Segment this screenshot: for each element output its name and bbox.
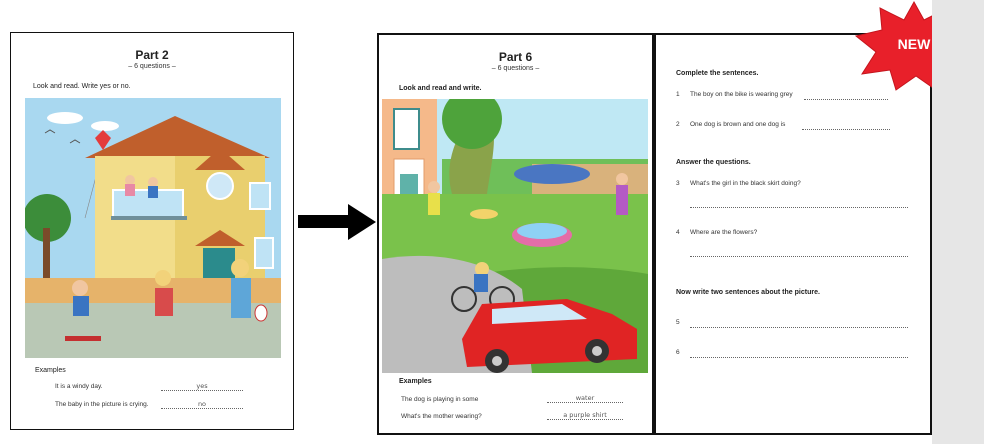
part6-example-2-answer: a purple shirt: [547, 411, 623, 420]
part2-example-1-answer: yes: [161, 382, 243, 391]
q2-text: One dog is brown and one dog is: [690, 121, 786, 128]
part6-subtitle: – 6 questions –: [491, 65, 540, 72]
q3-text: What's the girl in the black skirt doing?: [690, 180, 801, 187]
part6-example-1-answer: water: [547, 394, 623, 403]
q1-answer-line[interactable]: [804, 99, 888, 100]
answer-heading: Answer the questions.: [676, 159, 751, 166]
q6-number: 6: [676, 349, 680, 356]
questions-page: [654, 33, 932, 435]
q4-text: Where are the flowers?: [690, 229, 758, 236]
q1-text: The boy on the bike is wearing grey: [690, 91, 793, 98]
q6-answer-line[interactable]: [690, 357, 908, 358]
new-badge-label: NEW: [897, 36, 931, 52]
q3-number: 3: [676, 180, 680, 187]
grey-sidebar: [932, 0, 984, 444]
part2-instruction: Look and read. Write yes or no.: [33, 83, 131, 90]
part6-illustration: [382, 99, 648, 373]
part2-example-2-question: The baby in the picture is crying.: [55, 401, 149, 408]
part6-example-2-question: What's the mother wearing?: [401, 413, 482, 420]
q5-answer-line[interactable]: [690, 327, 908, 328]
part6-examples-label: Examples: [399, 378, 432, 385]
part2-illustration: [25, 98, 281, 358]
arrow-right-icon: [298, 204, 376, 240]
q5-number: 5: [676, 319, 680, 326]
q1-number: 1: [676, 91, 680, 98]
q4-answer-line[interactable]: [690, 256, 908, 257]
q2-number: 2: [676, 121, 680, 128]
part6-title: Part 6: [498, 50, 533, 64]
part2-subtitle: – 6 questions –: [128, 63, 176, 70]
q2-answer-line[interactable]: [802, 129, 890, 130]
write-heading: Now write two sentences about the picture.: [676, 289, 820, 296]
part2-example-2-answer: no: [161, 400, 243, 409]
q4-number: 4: [676, 229, 680, 236]
part6-page: [377, 33, 654, 435]
part2-page: [10, 32, 294, 430]
complete-heading: Complete the sentences.: [676, 70, 759, 77]
part6-example-1-question: The dog is playing in some: [401, 396, 479, 403]
part6-instruction: Look and read and write.: [399, 85, 482, 92]
part2-examples-label: Examples: [35, 367, 66, 374]
q3-answer-line[interactable]: [690, 207, 908, 208]
part2-title: Part 2: [135, 48, 169, 62]
part2-example-1-question: It is a windy day.: [55, 383, 103, 390]
